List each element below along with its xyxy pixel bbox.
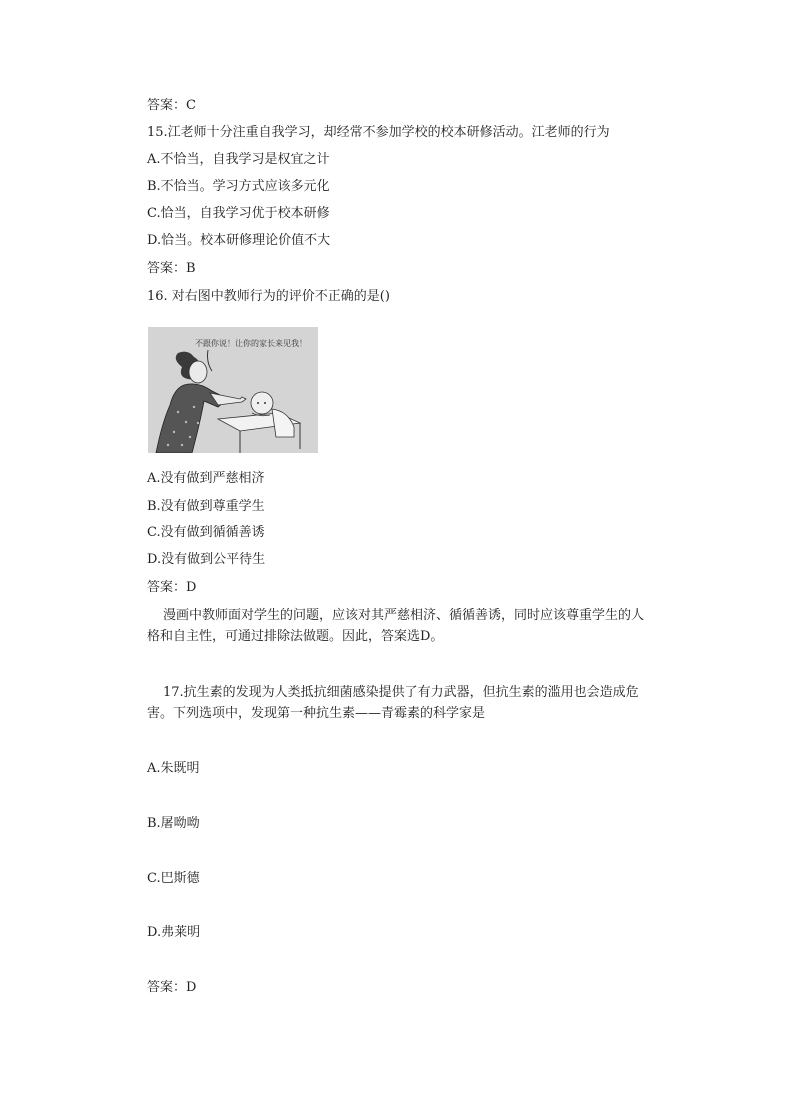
q16-option-c: C.没有做到循循善诱 xyxy=(147,525,265,540)
teacher-cartoon-image xyxy=(148,327,318,453)
q16-answer: 答案：D xyxy=(147,580,197,595)
cartoon-caption-text: 不跟你说！让你的家长来见我！ xyxy=(195,339,307,348)
q17-option-a: A.朱既明 xyxy=(147,761,200,776)
q15-option-b: B.不恰当。学习方式应该多元化 xyxy=(147,179,330,194)
q16-stem: 16. 对右图中教师行为的评价不正确的是() xyxy=(147,289,390,304)
q17-option-c: C.巴斯德 xyxy=(147,871,200,886)
q15-option-c: C.恰当，自我学习优于校本研修 xyxy=(147,206,330,221)
q15-answer: 答案：B xyxy=(147,261,196,276)
q16-explanation-line1: 漫画中教师面对学生的问题，应该对其严慈相济、循循善诱，同时应该尊重学生的人 xyxy=(163,608,645,623)
q16-option-a: A.没有做到严慈相济 xyxy=(147,471,265,486)
q16-option-b: B.没有做到尊重学生 xyxy=(147,499,265,514)
q17-option-b: B.屠呦呦 xyxy=(147,816,200,831)
q17-answer: 答案：D xyxy=(147,980,197,995)
q17-stem-line2: 害。下列选项中，发现第一种抗生素——青霉素的科学家是 xyxy=(147,706,486,721)
q15-option-d: D.恰当。校本研修理论价值不大 xyxy=(147,233,331,248)
q15-stem: 15.江老师十分注重自我学习，却经常不参加学校的校本研修活动。江老师的行为 xyxy=(147,125,610,140)
q16-option-d: D.没有做到公平待生 xyxy=(147,552,266,567)
q17-stem-line1: 17.抗生素的发现为人类抵抗细菌感染提供了有力武器，但抗生素的滥用也会造成危 xyxy=(163,685,639,700)
q16-explanation-line2: 格和自主性，可通过排除法做题。因此，答案选D。 xyxy=(147,629,444,644)
q17-option-d: D.弗莱明 xyxy=(147,925,201,940)
q14-answer: 答案：C xyxy=(147,98,196,113)
q15-option-a: A.不恰当，自我学习是权宜之计 xyxy=(147,152,330,167)
